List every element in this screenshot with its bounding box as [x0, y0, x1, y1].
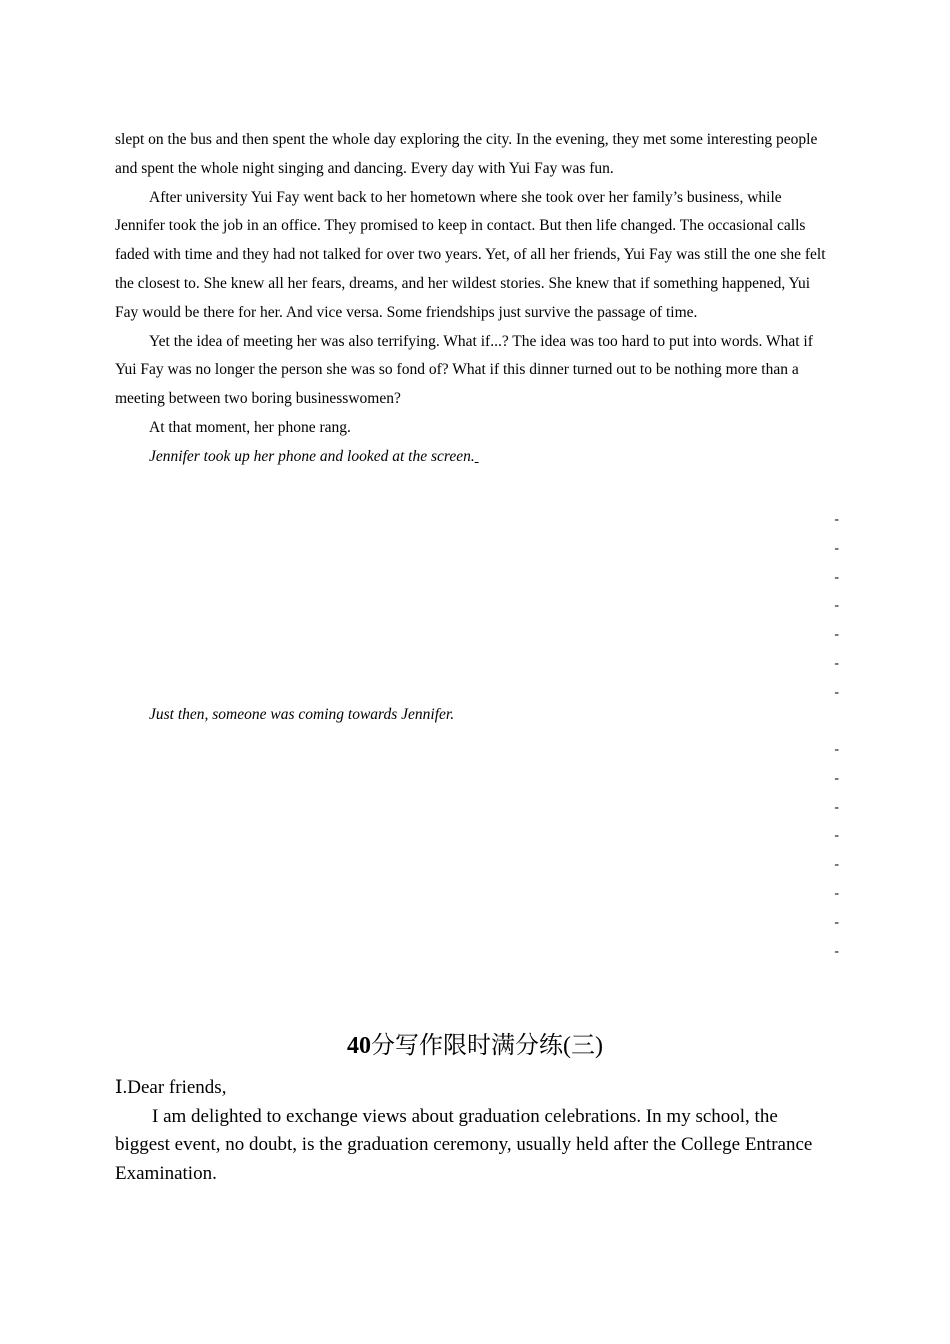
letter-passage [115, 1074, 835, 1189]
letter-greeting-line [115, 1074, 835, 1103]
writing-prompt-1 [115, 443, 835, 472]
letter-greeting: Dear friends, [127, 1077, 227, 1098]
section-title-number: 40 [347, 1033, 371, 1059]
answer-line-mark: - [834, 627, 839, 643]
answer-line-mark: - [834, 943, 839, 959]
section-marker: Ⅰ. [115, 1077, 128, 1098]
answer-line-mark: - [834, 569, 839, 585]
answer-line-mark: - [834, 914, 839, 930]
writing-prompt-1-text: Jennifer took up her phone and looked at the screen. [149, 447, 475, 465]
answer-line-mark: - [834, 857, 839, 873]
answer-line-mark: - [834, 512, 839, 527]
answer-line-mark: - [834, 598, 839, 614]
answer-lines-2 [829, 736, 839, 966]
story-paragraph-4: At that moment, her phone rang. [149, 418, 351, 436]
letter-body: I am delighted to exchange views about graduation celebrations. In my school, the biggest event, no doubt, is the graduation ceremony, usually held after the College Entrance Examination. [115, 1105, 813, 1185]
section-title-text: 分写作限时满分练(三) [371, 1033, 603, 1059]
story-paragraph-1: slept on the bus and then spent the whole day exploring the city. In the evening, they met some interesting people and spent the whole night singing and dancing. Every day with Yui Fay was fun. [115, 131, 818, 177]
prompt-underline [475, 448, 479, 465]
section-title [0, 1026, 950, 1066]
answer-line-mark: - [834, 742, 839, 757]
story-paragraph-3: Yet the idea of meeting her was also terrifying. What if...? The idea was too hard to put into words. What if Yui Fay was no longer the person she was so fond of? What if this dinner turned out to be nothing more than a meeting between two boring businesswomen? [115, 332, 813, 408]
answer-lines-1 [829, 506, 839, 708]
answer-line-mark: - [834, 684, 839, 700]
answer-line-mark: - [834, 885, 839, 901]
answer-line-mark: - [834, 655, 839, 671]
answer-line-mark: - [834, 799, 839, 815]
story-passage [115, 126, 835, 472]
writing-prompt-2: Just then, someone was coming towards Jennifer. [149, 706, 455, 723]
answer-line-mark: - [834, 540, 839, 556]
answer-line-mark: - [834, 770, 839, 786]
story-paragraph-2: After university Yui Fay went back to her hometown where she took over her family’s business, while Jennifer took the job in an office. They promised to keep in contact. But then life changed. The occasional calls faded with time and they had not talked for over two years. Yet, of all her friends, Yui Fay was still the one she felt the closest to. She knew all her fears, dreams, and her wildest stories. She knew that if something happened, Yui Fay would be there for her. And vice versa. Some friendships just survive the passage of time. [115, 188, 826, 321]
answer-line-mark: - [834, 828, 839, 844]
